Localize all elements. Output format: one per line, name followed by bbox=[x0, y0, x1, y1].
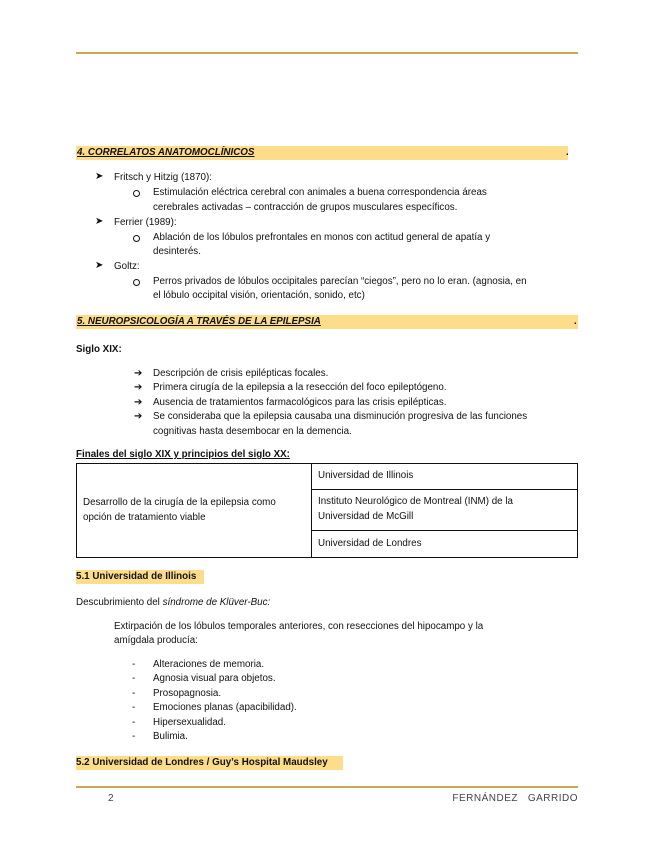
item-goltz-label: Goltz: bbox=[114, 261, 140, 272]
circle-bullet-icon bbox=[133, 279, 140, 286]
item-ferrier-label: Ferrier (1989): bbox=[114, 217, 177, 228]
dash-bullet: - bbox=[132, 717, 136, 728]
finales-heading bbox=[76, 448, 290, 463]
dash-bullet: - bbox=[132, 673, 136, 684]
table-cell-left bbox=[77, 464, 312, 558]
arrow-right-icon: ➔ bbox=[134, 382, 143, 393]
extirpacion-line2: amígdala producía: bbox=[114, 635, 198, 646]
dash-item-6: Bulimia. bbox=[153, 731, 188, 742]
finales-heading-text: Finales del siglo XIX y principios del siglo XX: bbox=[76, 449, 290, 460]
circle-bullet-icon bbox=[133, 235, 140, 242]
item-fritsch-line1: Estimulación eléctrica cerebral con animales a buena correspondencia áreas bbox=[153, 187, 487, 198]
extirpacion-line1: Extirpación de los lóbulos temporales anteriores, con resecciones del hipocampo y la bbox=[114, 621, 484, 632]
table-cell-londres: Universidad de Londres bbox=[312, 530, 578, 557]
table-montreal-line2: Universidad de McGill bbox=[318, 510, 414, 522]
arrow-item-4: Se consideraba que la epilepsia causaba una disminución progresiva de las funciones bbox=[153, 411, 528, 422]
arrow-right-icon: ➔ bbox=[134, 411, 143, 422]
section4-title-text: 4. CORRELATOS ANATOMOCLÍNICOS bbox=[77, 147, 255, 158]
section4-trailing-dot: . bbox=[566, 147, 569, 158]
dash-bullet: - bbox=[132, 659, 136, 670]
page-number: 2 bbox=[108, 793, 115, 804]
table-cell-illinois: Universidad de Illinois bbox=[312, 464, 578, 490]
descubrimiento-prefix: Descubrimiento del bbox=[76, 597, 163, 608]
chevron-bullet-icon: ➤ bbox=[95, 216, 104, 227]
item-ferrier-line2: desinterés. bbox=[153, 246, 201, 257]
section52-title: 5.2 Universidad de Londres / Guy’s Hospital Maudsley bbox=[76, 757, 328, 768]
universities-table bbox=[76, 463, 578, 558]
dash-item-2: Agnosia visual para objetos. bbox=[153, 673, 276, 684]
arrow-item-2: Primera cirugía de la epilepsia a la resección del foco epileptógeno. bbox=[153, 382, 447, 393]
dash-bullet: - bbox=[132, 731, 136, 742]
item-fritsch-label: Fritsch y Hitzig (1870): bbox=[114, 172, 212, 183]
item-ferrier-line1: Ablación de los lóbulos prefrontales en monos con actitud general de apatía y bbox=[153, 232, 491, 243]
dash-item-4: Emociones planas (apacibilidad). bbox=[153, 702, 297, 713]
arrow-item-3: Ausencia de tratamientos farmacológicos para las crisis epilépticas. bbox=[153, 397, 447, 408]
circle-bullet-icon bbox=[133, 190, 140, 197]
dash-bullet: - bbox=[132, 688, 136, 699]
dash-item-3: Prosopagnosia. bbox=[153, 688, 222, 699]
header-rule bbox=[76, 52, 578, 54]
arrow-item-4-line2: cognitivas hasta desembocar en la demencia. bbox=[153, 426, 352, 437]
chevron-bullet-icon: ➤ bbox=[95, 260, 104, 271]
arrow-right-icon: ➔ bbox=[134, 397, 143, 408]
arrow-right-icon: ➔ bbox=[134, 368, 143, 379]
table-cell-montreal bbox=[312, 490, 578, 530]
section5-title bbox=[76, 315, 578, 329]
chevron-bullet-icon: ➤ bbox=[95, 171, 104, 182]
footer-rule bbox=[76, 786, 578, 788]
table-montreal-line1: Instituto Neurológico de Montreal (INM) de la bbox=[318, 496, 513, 508]
footer-author: FERNÁNDEZ GARRIDO bbox=[452, 793, 578, 804]
dash-item-5: Hipersexualidad. bbox=[153, 717, 226, 728]
section4-title bbox=[76, 146, 578, 160]
item-fritsch-line2: cerebrales activadas – contracción de grupos musculares específicos. bbox=[153, 202, 458, 213]
descubrimiento-line bbox=[76, 596, 270, 611]
dash-item-1: Alteraciones de memoria. bbox=[153, 659, 265, 670]
siglo-xix-heading: Siglo XIX: bbox=[76, 344, 122, 355]
arrow-item-1: Descripción de crisis epilépticas focales. bbox=[153, 368, 329, 379]
item-goltz-line1: Perros privados de lóbulos occipitales parecían “ciegos”, pero no lo eran. (agnosia, en bbox=[153, 276, 527, 287]
table-left-line2: opción de tratamiento viable bbox=[83, 511, 206, 523]
section5-trailing-dot: . bbox=[574, 316, 577, 327]
dash-bullet: - bbox=[132, 702, 136, 713]
table-left-line1: Desarrollo de la cirugía de la epilepsia como bbox=[83, 497, 276, 508]
section51-title: 5.1 Universidad de Illinois bbox=[76, 571, 197, 582]
item-goltz-line2: el lóbulo occipital visión, orientación, sonido, etc) bbox=[153, 290, 365, 301]
descubrimiento-italic: síndrome de Klüver-Buc: bbox=[162, 597, 271, 608]
section5-title-text: 5. NEUROPSICOLOGÍA A TRAVÉS DE LA EPILEPSIA bbox=[77, 316, 321, 327]
